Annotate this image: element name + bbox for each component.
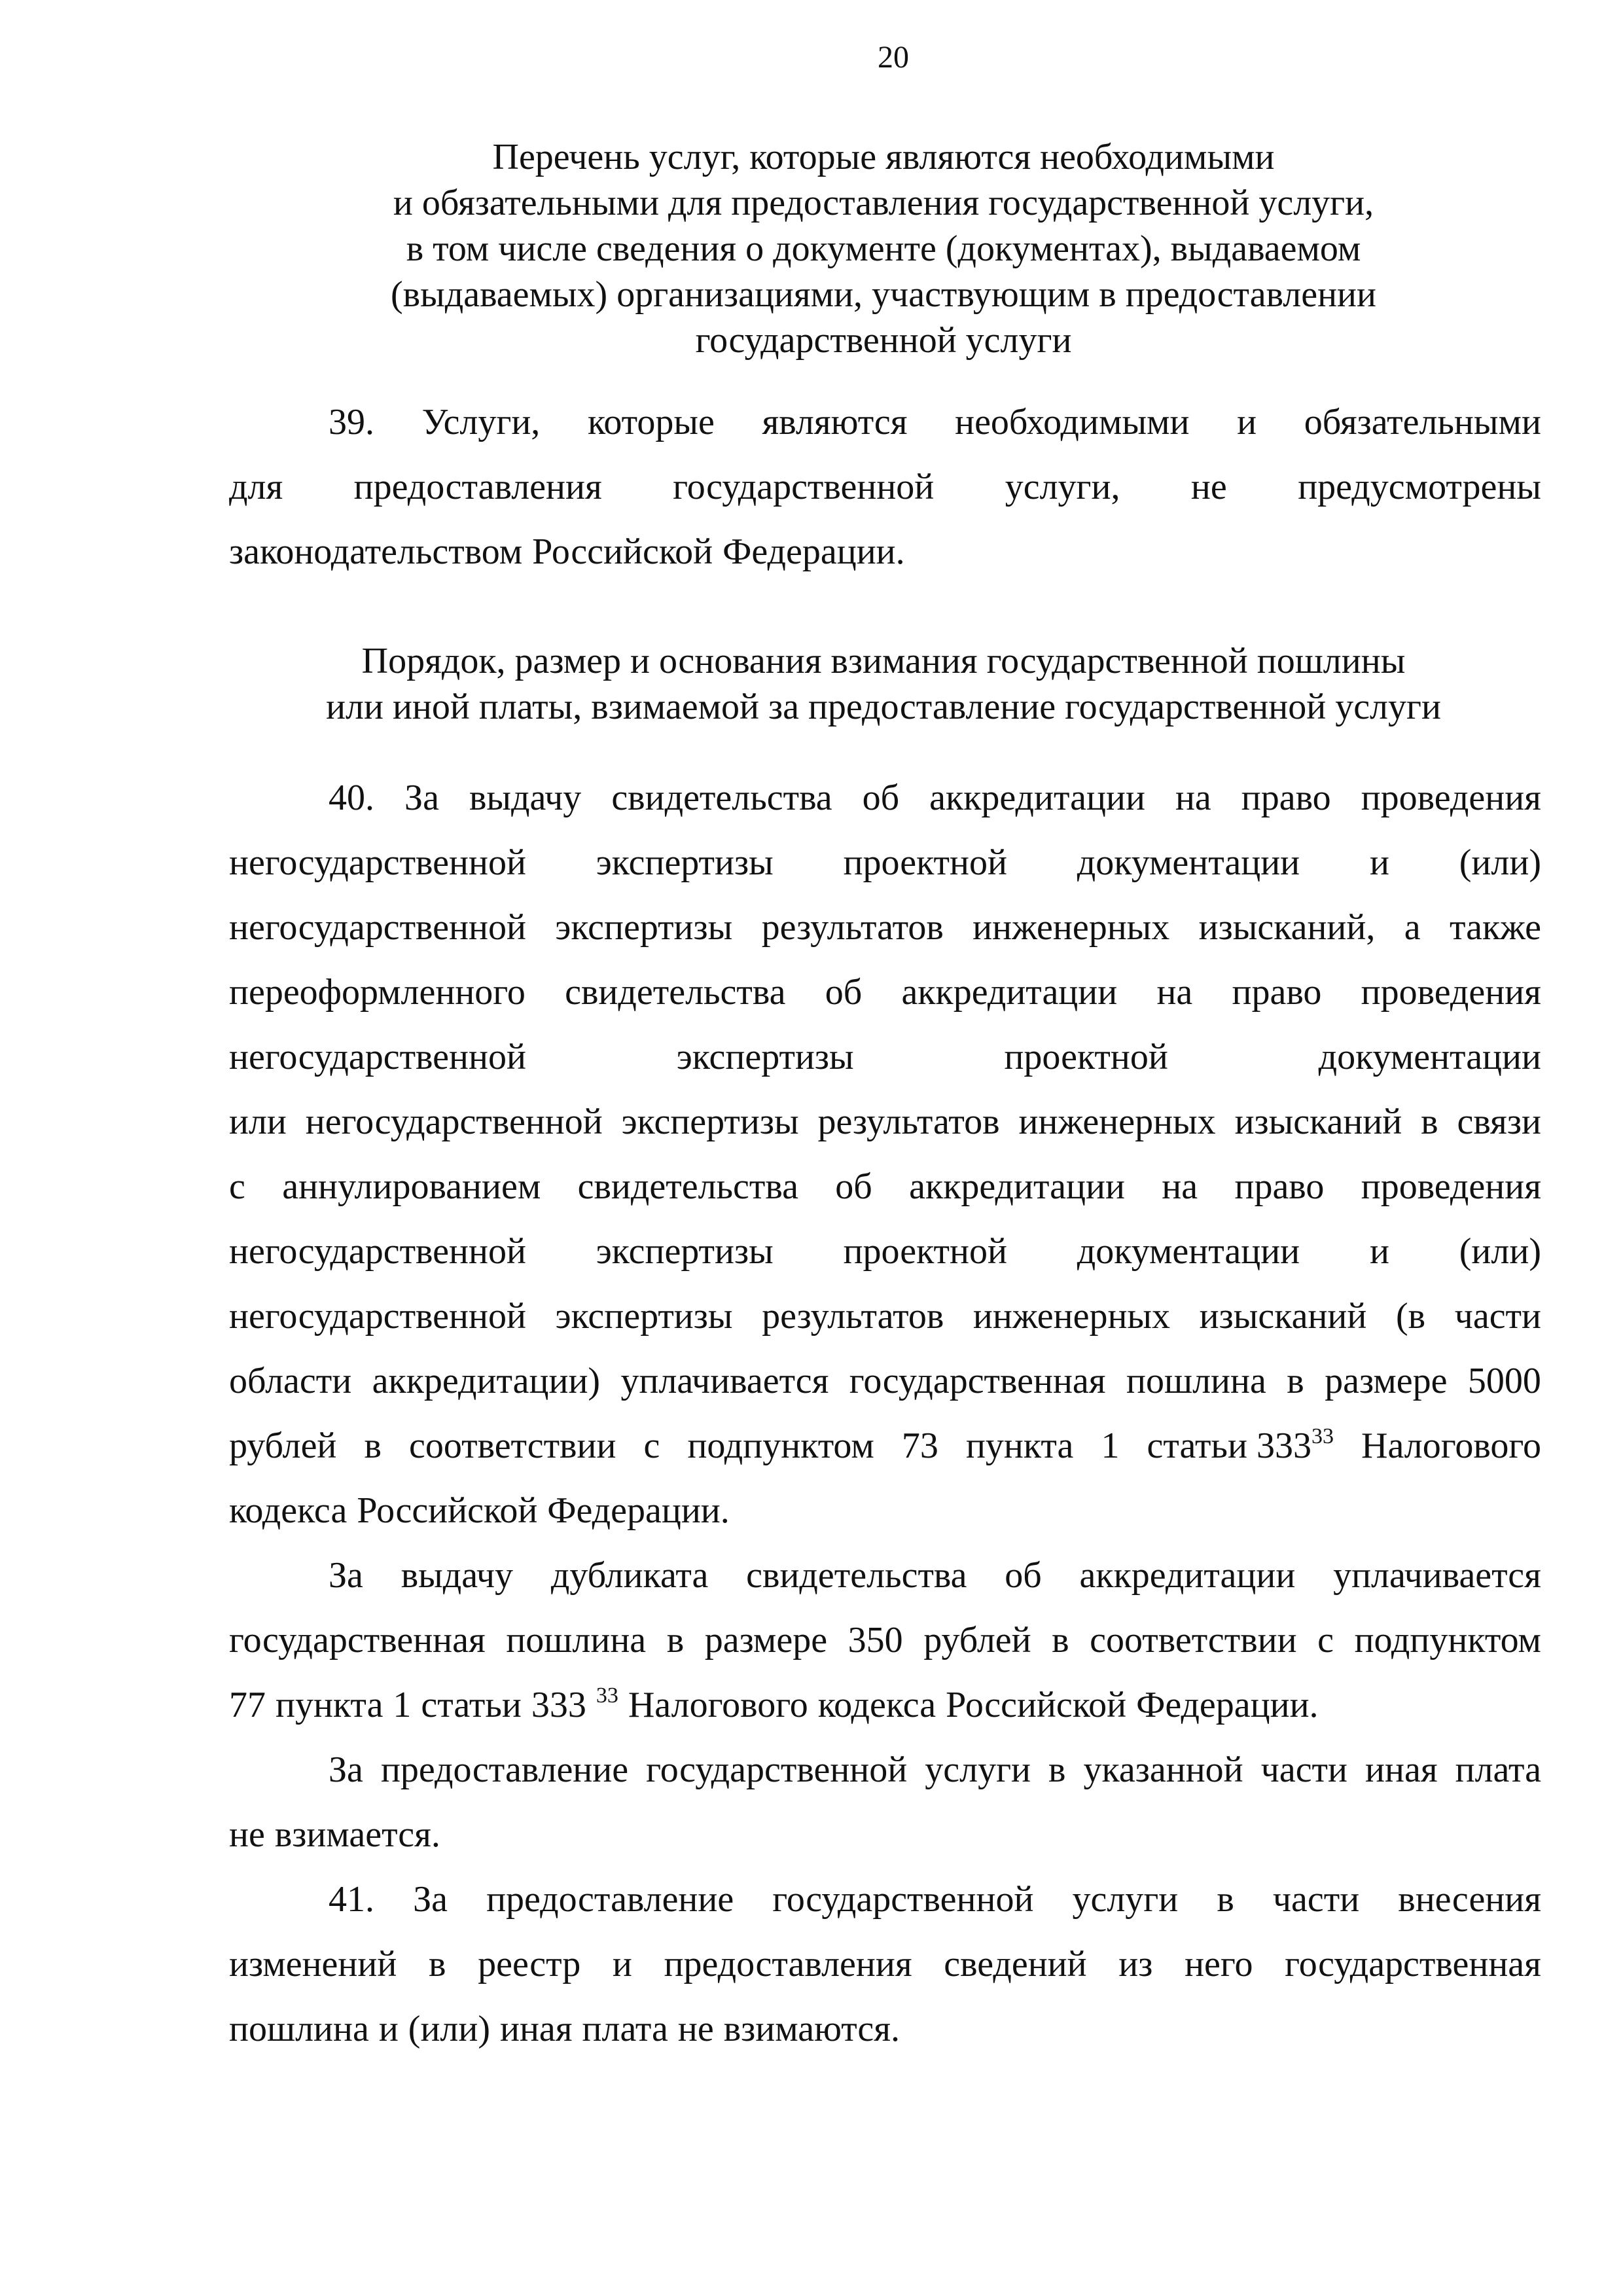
word: не — [677, 2009, 714, 2049]
word: с — [1317, 1620, 1334, 1660]
word: документации — [1077, 1231, 1300, 1272]
word: об — [1005, 1555, 1042, 1596]
word: свидетельства — [577, 1166, 798, 1207]
word: не — [1190, 467, 1227, 507]
word: негосударственной — [229, 1296, 526, 1336]
word: также — [1449, 907, 1541, 948]
word: области — [229, 1361, 352, 1401]
word: выдачу — [469, 778, 582, 818]
paragraph-line — [229, 1997, 1541, 2062]
word: плата — [582, 2009, 668, 2049]
word: на — [1156, 972, 1193, 1013]
word: уплачивается — [620, 1361, 829, 1401]
word: размере — [1325, 1361, 1448, 1401]
paragraph-line — [229, 1349, 1541, 1414]
word: предусмотрены — [1298, 467, 1541, 507]
word: изысканий — [1199, 1296, 1367, 1336]
paragraph-40 — [229, 766, 1541, 1543]
word: пошлина — [229, 2009, 369, 2049]
paragraph-line — [229, 1414, 1541, 1479]
word: Федерации. — [722, 531, 905, 572]
word: Федерации. — [547, 1490, 730, 1531]
word: об — [862, 778, 900, 818]
word: документации — [1077, 842, 1300, 883]
page-number: 20 — [878, 40, 909, 75]
word: 1 — [393, 1685, 412, 1725]
word: изысканий — [1234, 1102, 1402, 1142]
word: в — [1052, 1620, 1069, 1660]
word: услуги — [925, 1749, 1031, 1790]
word: проектной — [843, 842, 1007, 883]
word: указанной — [1083, 1749, 1243, 1790]
word: обязательными — [1304, 402, 1541, 442]
paragraph-line — [229, 390, 1541, 455]
word: него — [1185, 1944, 1253, 1984]
article-number: 333 — [1256, 1426, 1311, 1466]
word: а — [1404, 907, 1421, 948]
word: взимаются. — [723, 2009, 901, 2049]
article-number: 333 — [531, 1685, 586, 1725]
word: 39. — [329, 402, 374, 442]
word: переоформленного — [229, 972, 526, 1013]
word: документации — [1318, 1037, 1541, 1077]
word: результатов — [762, 1296, 944, 1336]
word: пошлина — [506, 1620, 647, 1660]
word: (в — [1395, 1296, 1426, 1336]
word: подпунктом — [687, 1426, 874, 1466]
paragraph-line — [229, 1284, 1541, 1349]
word: негосударственной — [229, 907, 526, 948]
heading-line: (выдаваемых) организациями, участвующим в предоставлении — [391, 274, 1376, 315]
word: (или) — [1459, 842, 1541, 883]
paragraph-line — [229, 960, 1541, 1025]
word: в — [1287, 1361, 1304, 1401]
word: свидетельства — [565, 972, 786, 1013]
paragraph-line — [229, 1608, 1541, 1673]
word: результатов — [817, 1102, 1000, 1142]
word: законодательством — [229, 531, 523, 572]
word: услуги — [1072, 1879, 1179, 1920]
word: связи — [1457, 1102, 1541, 1142]
section-heading-state-duty — [196, 638, 1571, 730]
word: соответствии — [409, 1426, 616, 1466]
word: в — [364, 1426, 382, 1466]
paragraph-39 — [229, 390, 1541, 584]
word: иная — [499, 2009, 573, 2049]
word: и — [1369, 1231, 1389, 1272]
word: свидетельства — [611, 778, 832, 818]
word: об — [835, 1166, 872, 1207]
word: аккредитации — [909, 1166, 1125, 1207]
article-superscript: 33 — [1311, 1424, 1334, 1448]
word: предоставления — [353, 467, 602, 507]
word: в — [1217, 1879, 1234, 1920]
word: экспертизы — [555, 1296, 733, 1336]
paragraph-line — [229, 895, 1541, 960]
word: и — [612, 1944, 632, 1984]
word: Налогового — [628, 1685, 808, 1725]
word: проведения — [1361, 778, 1541, 818]
paragraph-line — [229, 1673, 1541, 1738]
word: взимается. — [274, 1814, 440, 1855]
word: в — [429, 1944, 446, 1984]
word: Федерации. — [1136, 1685, 1319, 1725]
word: на — [1162, 1166, 1198, 1207]
word: государственной — [646, 1749, 908, 1790]
word: право — [1241, 778, 1331, 818]
heading-line: или иной платы, взимаемой за предоставление государственной услуги — [326, 687, 1441, 727]
word: предоставление — [380, 1749, 629, 1790]
word: Российской — [357, 1490, 538, 1531]
word: статьи — [421, 1685, 522, 1725]
word: уплачивается — [1333, 1555, 1541, 1596]
paragraph-line — [229, 1155, 1541, 1219]
article-superscript: 33 — [596, 1683, 618, 1708]
word: негосударственной — [229, 1231, 526, 1272]
word: услуги, — [1005, 467, 1120, 507]
word: Услуги, — [421, 402, 541, 442]
word: Российской — [946, 1685, 1127, 1725]
word: реестр — [478, 1944, 581, 1984]
word: негосударственной — [229, 1037, 526, 1077]
word: За — [329, 1749, 363, 1790]
word: размере — [704, 1620, 828, 1660]
word: государственной — [673, 467, 935, 507]
word: инженерных — [972, 907, 1170, 948]
word: с — [643, 1426, 660, 1466]
word: свидетельства — [746, 1555, 967, 1596]
word: не — [229, 1814, 265, 1855]
word: и — [1369, 842, 1389, 883]
paragraph-line — [229, 1803, 1541, 1867]
word: 73 — [901, 1426, 938, 1466]
word: государственная — [1285, 1944, 1541, 1984]
paragraph-no-other-fee — [229, 1738, 1541, 1867]
word: государственная — [849, 1361, 1106, 1401]
word: Российской — [532, 531, 713, 572]
word: экспертизы — [596, 842, 774, 883]
word: Налогового — [1361, 1426, 1541, 1466]
paragraph-line — [229, 1219, 1541, 1284]
word: и — [1237, 402, 1257, 442]
word: 40. — [329, 778, 374, 818]
word: (или) — [1459, 1231, 1541, 1272]
word: в — [1048, 1749, 1066, 1790]
paragraph-line — [229, 1738, 1541, 1803]
word: 5000 — [1467, 1361, 1541, 1401]
paragraph-line — [229, 1479, 1541, 1543]
word: необходимыми — [955, 402, 1190, 442]
word: инженерных — [972, 1296, 1171, 1336]
word: или — [229, 1102, 287, 1142]
paragraph-line — [229, 455, 1541, 520]
word: аккредитации) — [372, 1361, 601, 1401]
word: проектной — [1004, 1037, 1168, 1077]
word: За — [329, 1555, 363, 1596]
article-reference — [1147, 1414, 1334, 1479]
word: части — [1260, 1749, 1347, 1790]
word: 41. — [329, 1879, 374, 1920]
paragraph-duplicate-fee — [229, 1543, 1541, 1738]
word: дубликата — [550, 1555, 709, 1596]
word: 350 — [847, 1620, 903, 1660]
word: являются — [762, 402, 908, 442]
article-reference — [531, 1673, 618, 1738]
word: пошлина — [1126, 1361, 1266, 1401]
word: пункта — [276, 1685, 383, 1725]
word: в — [1421, 1102, 1438, 1142]
word: За — [413, 1879, 448, 1920]
word: части — [1272, 1879, 1360, 1920]
word: проведения — [1361, 1166, 1541, 1207]
word: аннулированием — [282, 1166, 541, 1207]
paragraph-line — [229, 831, 1541, 895]
heading-line: в том числе сведения о документе (документах), выдаваемом — [406, 228, 1361, 269]
word: и — [378, 2009, 399, 2049]
word: экспертизы — [555, 907, 733, 948]
paragraph-line — [229, 1543, 1541, 1608]
word: внесения — [1398, 1879, 1541, 1920]
word: на — [1175, 778, 1211, 818]
word: проектной — [843, 1231, 1007, 1272]
word: государственной — [772, 1879, 1034, 1920]
word: За — [404, 778, 439, 818]
paragraph-line — [229, 1932, 1541, 1997]
word: рублей — [229, 1426, 337, 1466]
word: результатов — [761, 907, 944, 948]
word: об — [825, 972, 863, 1013]
word: 77 — [229, 1685, 266, 1725]
word: которые — [587, 402, 715, 442]
word: предоставление — [486, 1879, 734, 1920]
word: аккредитации — [929, 778, 1145, 818]
word: (или) — [408, 2009, 490, 2049]
word: право — [1232, 972, 1322, 1013]
paragraph-line — [229, 1025, 1541, 1090]
word: статьи — [1147, 1426, 1247, 1466]
word: с — [229, 1166, 245, 1207]
word: предоставления — [664, 1944, 912, 1984]
word: инженерных — [1018, 1102, 1216, 1142]
paragraph-line — [229, 1090, 1541, 1155]
word: 1 — [1101, 1426, 1120, 1466]
word: пункта — [965, 1426, 1074, 1466]
word: соответствии — [1090, 1620, 1297, 1660]
word: аккредитации — [1079, 1555, 1296, 1596]
word: аккредитации — [901, 972, 1118, 1013]
heading-line: и обязательными для предоставления государственной услуги, — [393, 183, 1374, 223]
word: экспертизы — [596, 1231, 774, 1272]
word: кодекса — [229, 1490, 348, 1531]
section-heading-required-services — [196, 134, 1571, 363]
word: части — [1454, 1296, 1541, 1336]
heading-line: Перечень услуг, которые являются необходимыми — [492, 137, 1275, 177]
word: рублей — [923, 1620, 1031, 1660]
word: изменений — [229, 1944, 397, 1984]
word: кодекса — [817, 1685, 936, 1725]
word: изысканий, — [1198, 907, 1376, 948]
paragraph-line — [229, 766, 1541, 831]
word: негосударственной — [305, 1102, 603, 1142]
word: сведений — [944, 1944, 1087, 1984]
paragraph-41 — [229, 1867, 1541, 2062]
paragraph-line — [229, 1867, 1541, 1932]
word: из — [1118, 1944, 1153, 1984]
word: выдачу — [401, 1555, 514, 1596]
heading-line: государственной услуги — [695, 320, 1072, 361]
word: иная — [1365, 1749, 1438, 1790]
paragraph-line — [229, 520, 1541, 584]
word: экспертизы — [621, 1102, 799, 1142]
word: право — [1234, 1166, 1325, 1207]
word: подпунктом — [1354, 1620, 1541, 1660]
heading-line: Порядок, размер и основания взимания государственной пошлины — [361, 641, 1406, 681]
word: экспертизы — [676, 1037, 854, 1077]
word: негосударственной — [229, 842, 526, 883]
word: в — [666, 1620, 685, 1660]
word: для — [229, 467, 283, 507]
word: плата — [1455, 1749, 1541, 1790]
word: проведения — [1361, 972, 1541, 1013]
word: государственная — [229, 1620, 486, 1660]
